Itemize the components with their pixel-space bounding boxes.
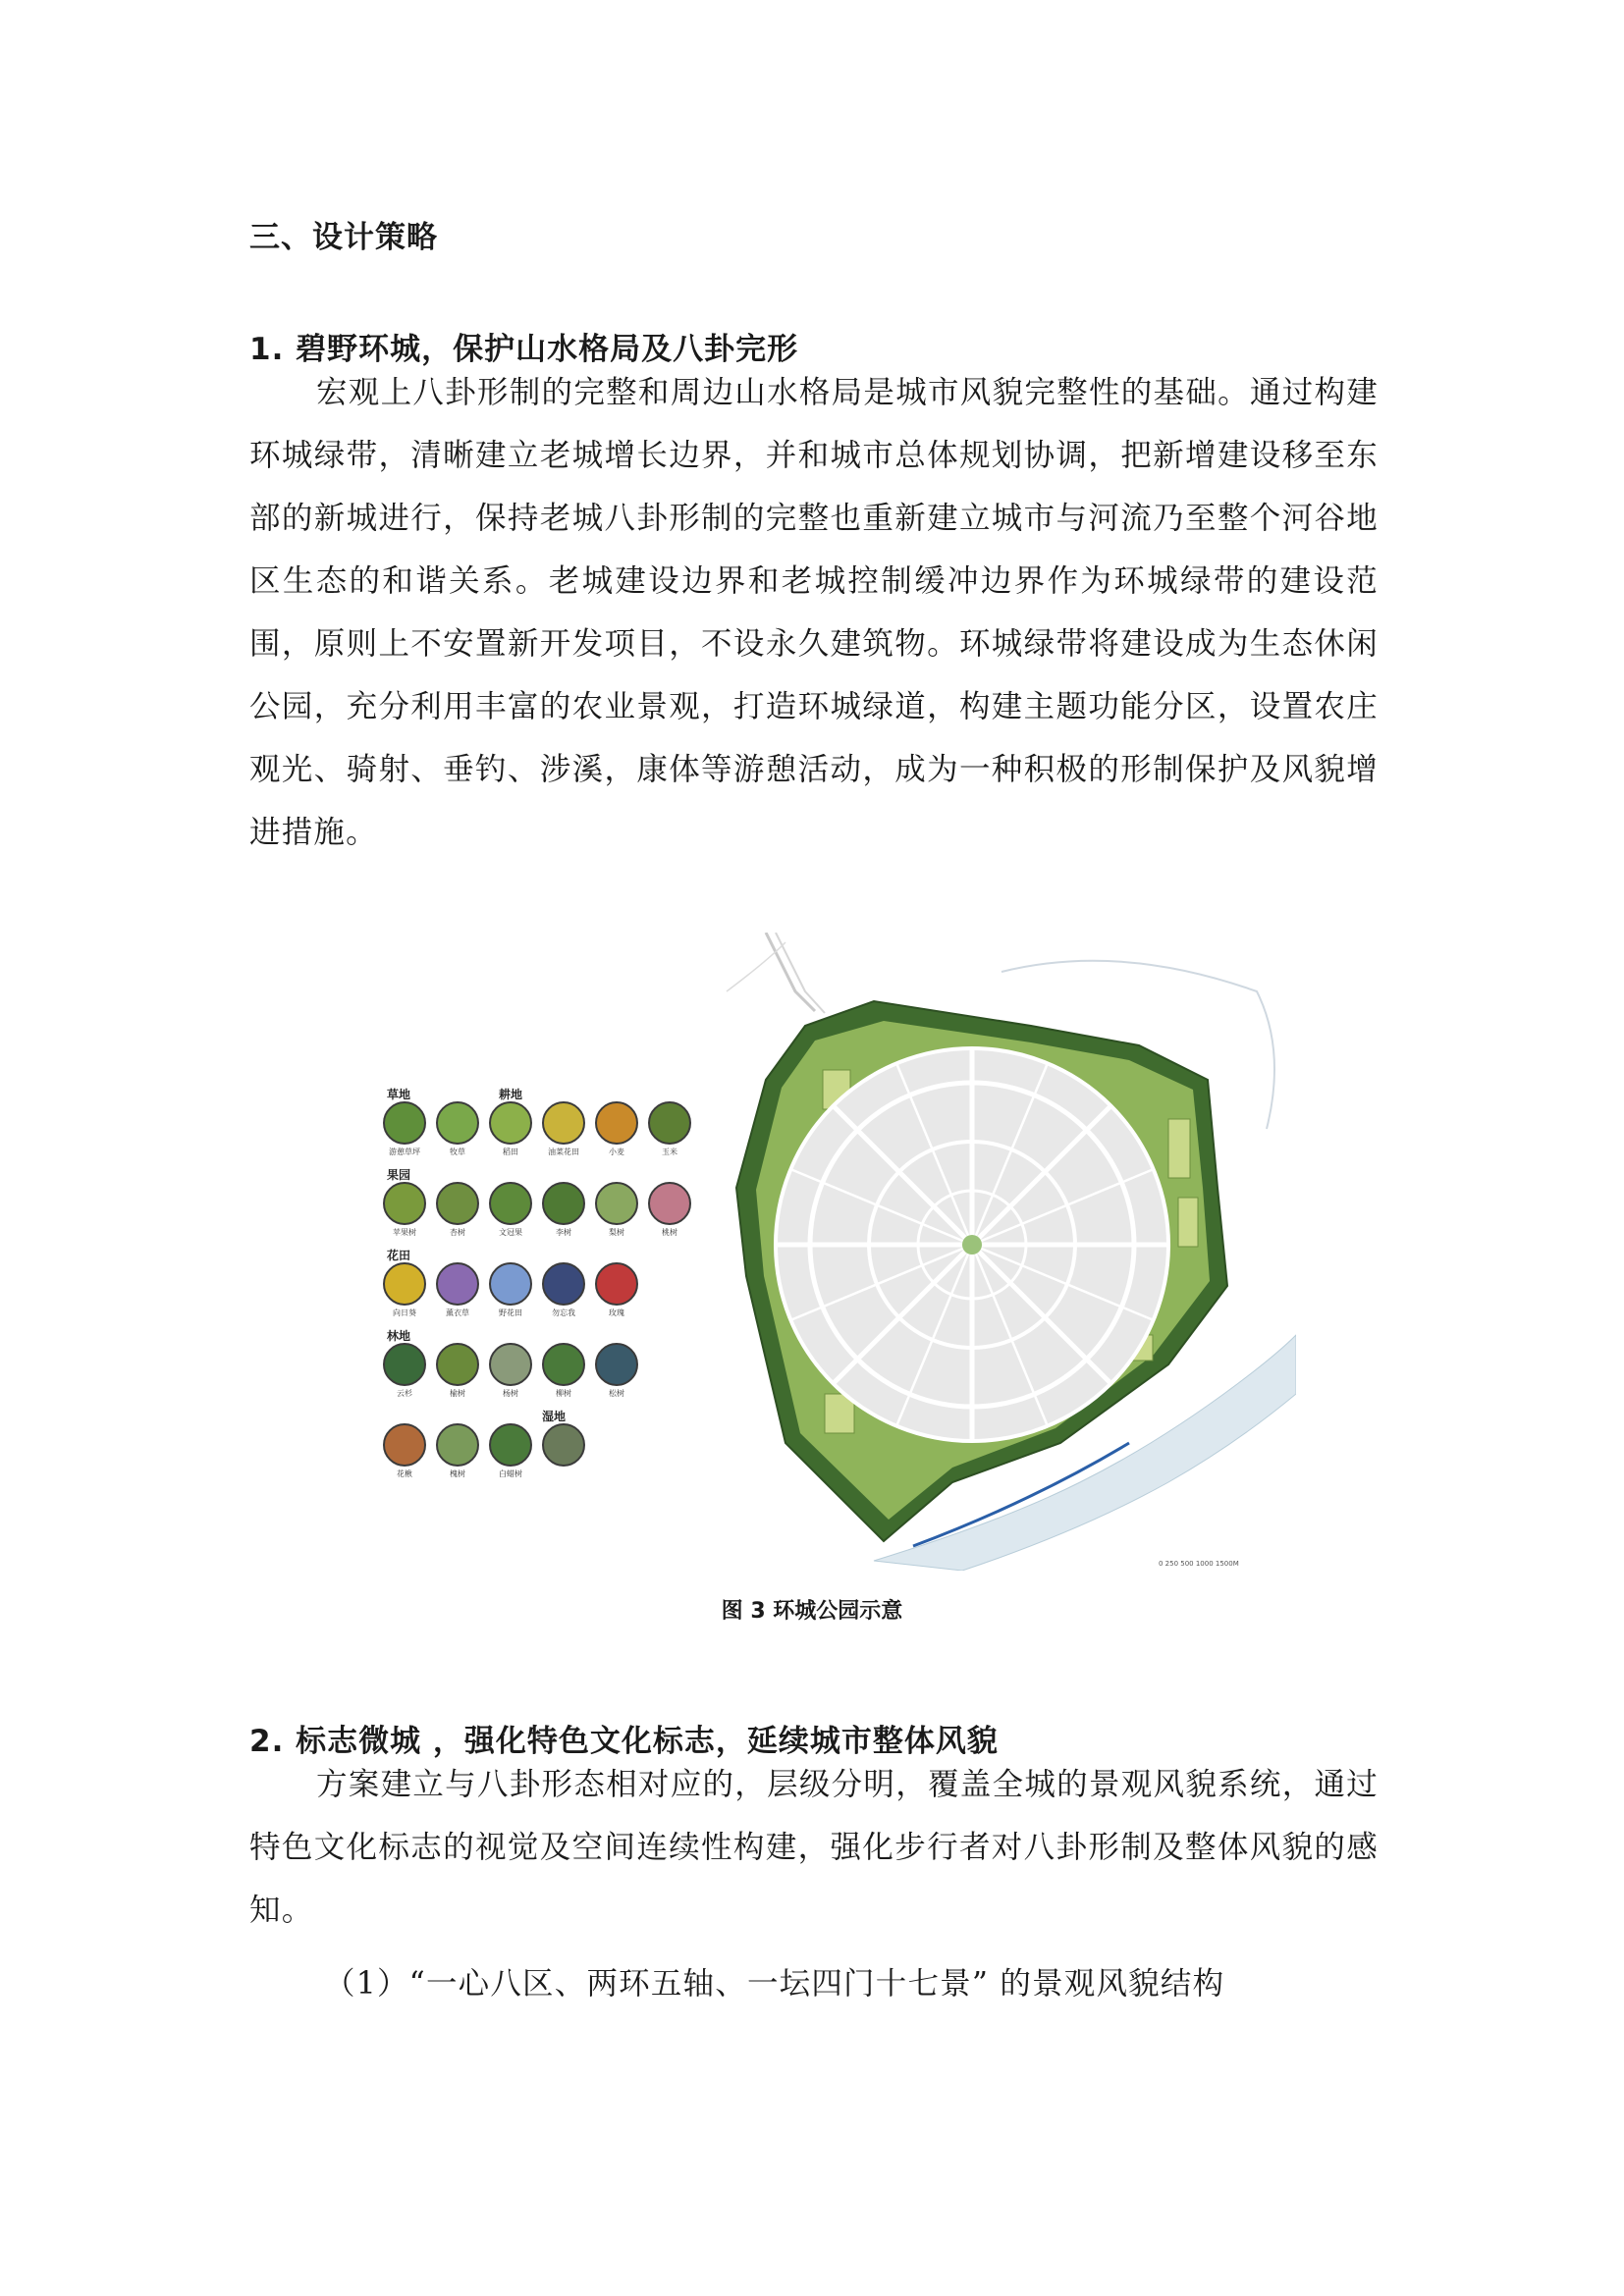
figure-caption: 图 3 环城公园示意 bbox=[721, 1599, 903, 1624]
section-2-heading: 2. 标志微城 ，强化特色文化标志，延续城市整体风貌 bbox=[249, 1724, 999, 1759]
legend-item: 向日葵 bbox=[381, 1262, 428, 1318]
legend-item: 李树 bbox=[540, 1182, 587, 1238]
legend-item: 松树 bbox=[593, 1343, 640, 1399]
section-2-paragraph: 方案建立与八卦形态相对应的，层级分明，覆盖全城的景观风貌系统，通过特色文化标志的视觉及空间连续性构建，强化步行者对八卦形制及整体风貌的感知。 bbox=[249, 1767, 1379, 1928]
legend-item: 玉米 bbox=[646, 1101, 693, 1157]
legend-item: 杏树 bbox=[434, 1182, 481, 1238]
structure-sub-item: （1）“一心八区、两环五轴、一坛四门十七景” 的景观风貌结构 bbox=[324, 1966, 1225, 2002]
section-1-heading: 1. 碧野环城，保护山水格局及八卦完形 bbox=[249, 332, 799, 367]
legend-item: 稻田 bbox=[487, 1101, 534, 1157]
plant-legend bbox=[381, 1086, 695, 1518]
legend-title-flowerfield: 花田 bbox=[387, 1249, 411, 1262]
legend-item: 云杉 bbox=[381, 1343, 428, 1399]
legend-item: 柳树 bbox=[540, 1343, 587, 1399]
legend-item: 玫瑰 bbox=[593, 1262, 640, 1318]
legend-title-farmland: 耕地 bbox=[499, 1088, 523, 1101]
scale-label: 0 250 500 1000 1500M bbox=[1159, 1560, 1239, 1568]
legend-item: 桃树 bbox=[646, 1182, 693, 1238]
legend-item: 薰衣草 bbox=[434, 1262, 481, 1318]
section-title: 三、设计策略 bbox=[249, 220, 438, 255]
legend-item: 苹果树 bbox=[381, 1182, 428, 1238]
legend-title-wetland: 湿地 bbox=[542, 1410, 567, 1423]
legend-item: 文冠果 bbox=[487, 1182, 534, 1238]
legend-item: 小麦 bbox=[593, 1101, 640, 1157]
legend-item: 油菜花田 bbox=[540, 1101, 587, 1157]
legend-item: 野花田 bbox=[487, 1262, 534, 1318]
legend-title-woodland: 林地 bbox=[387, 1329, 411, 1343]
section-1-paragraph: 宏观上八卦形制的完整和周边山水格局是城市风貌完整性的基础。通过构建环城绿带，清晰建立老城增长边界，并和城市总体规划协调，把新增建设移至东部的新城进行，保持老城八卦形制的完整也重新建立城市与河流乃至整个河谷地区生态的和谐关系。老城建设边界和老城控制缓冲边界作为环城绿带的建设范围，原则上不安置新开发项目，不设永久建筑物。环城绿带将建设成为生态休闲公园，充分利用丰富的农业景观，打造环城绿道，构建主题功能分区，设置农庄观光、骑射、垂钓、涉溪，康体等游憩活动，成为一种积极的形制保护及风貌增进措施。 bbox=[249, 375, 1379, 850]
legend-item: 杨树 bbox=[487, 1343, 534, 1399]
ring-park-map bbox=[707, 933, 1296, 1571]
legend-item: 勿忘我 bbox=[540, 1262, 587, 1318]
legend-item: 游憩草坪 bbox=[381, 1101, 428, 1157]
legend-title-grass: 草地 bbox=[387, 1088, 411, 1101]
legend-item: 槐树 bbox=[434, 1423, 481, 1479]
legend-item: 榆树 bbox=[434, 1343, 481, 1399]
legend-title-orchard: 果园 bbox=[387, 1168, 411, 1182]
legend-item: 花楸 bbox=[381, 1423, 428, 1479]
legend-item: 梨树 bbox=[593, 1182, 640, 1238]
legend-item bbox=[540, 1423, 587, 1468]
legend-item: 白蜡树 bbox=[487, 1423, 534, 1479]
legend-item: 牧草 bbox=[434, 1101, 481, 1157]
